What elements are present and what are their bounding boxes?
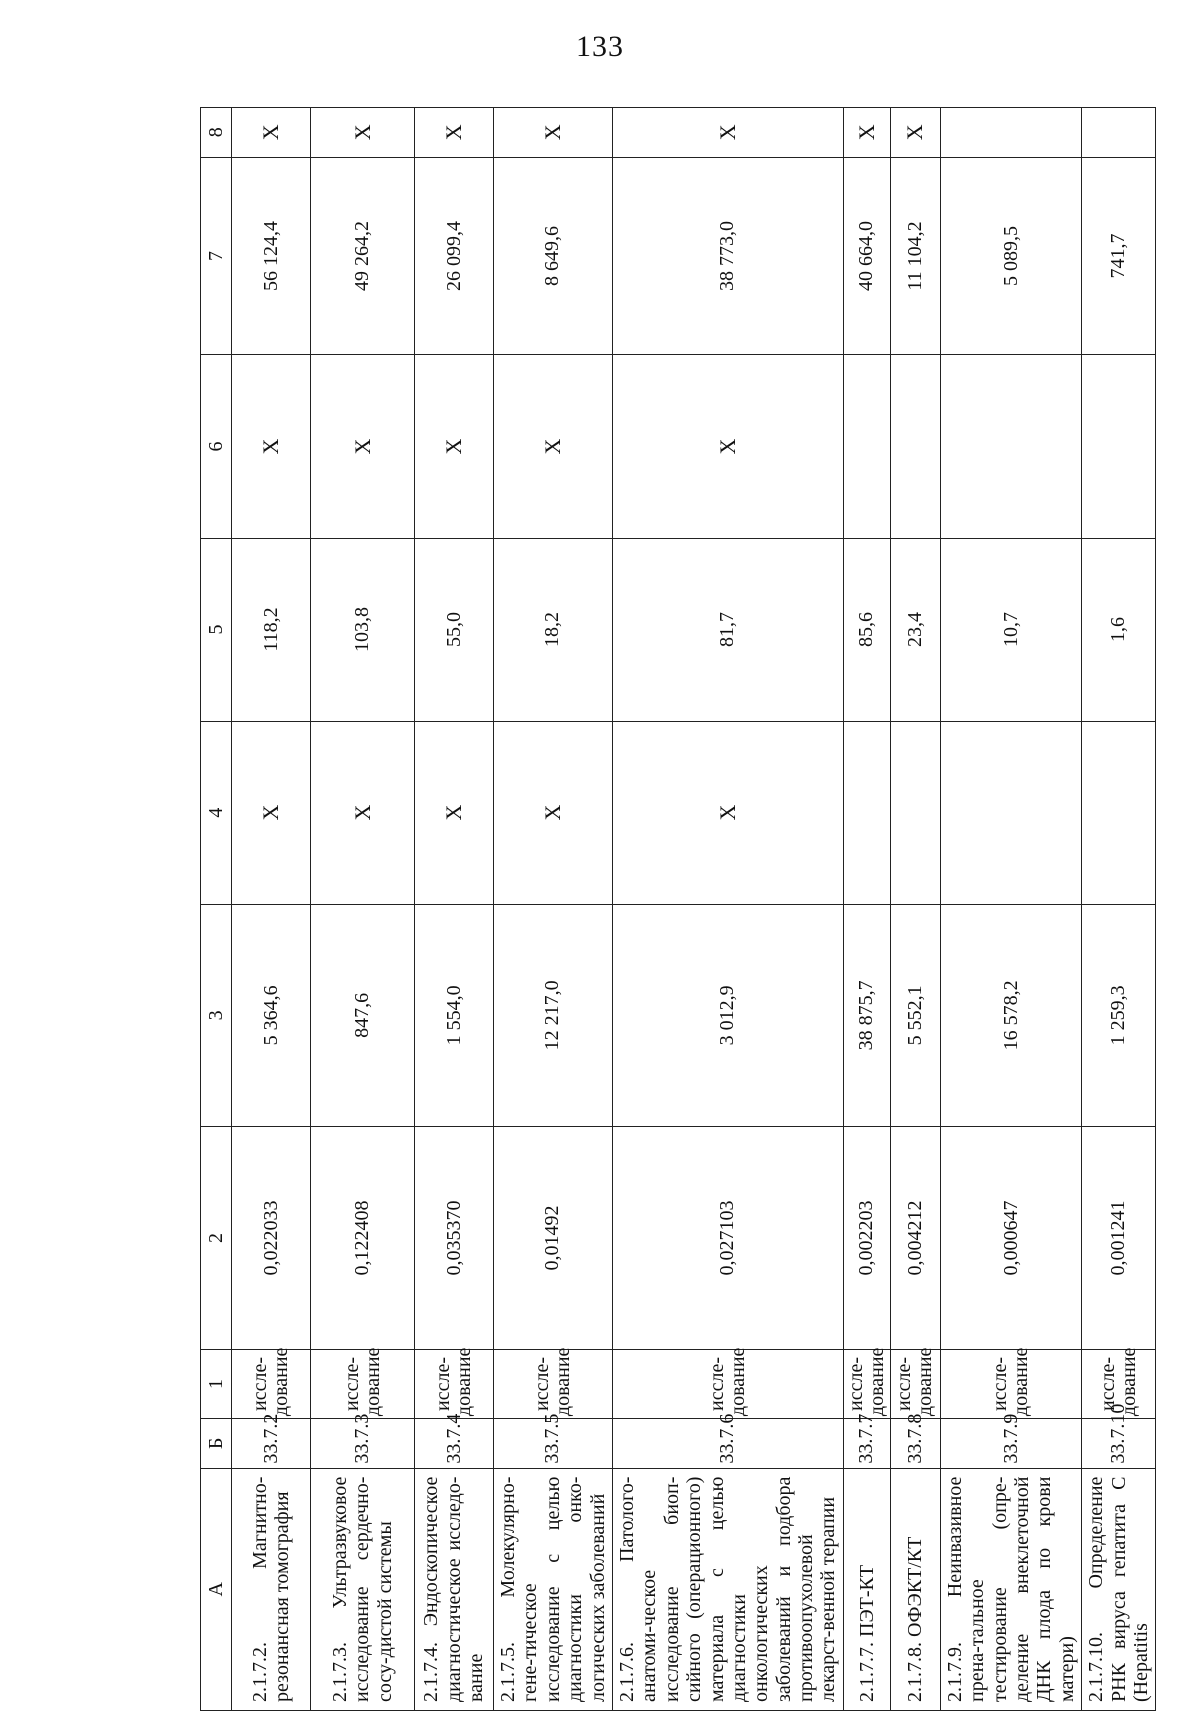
row-description: 2.1.7.2. Магнитно-резонансная томография [232, 1468, 311, 1710]
table-row [612, 108, 843, 1711]
row-value-4: X [232, 721, 311, 904]
column-header: 8 [201, 108, 232, 158]
row-value-6 [890, 355, 940, 538]
row-value-2: 0,004212 [890, 1127, 940, 1350]
row-value-2: 0,035370 [415, 1127, 494, 1350]
row-value-5: 10,7 [940, 538, 1081, 721]
row-unit: иссле-дование [612, 1349, 843, 1418]
row-value-7: 49 264,2 [311, 157, 415, 355]
row-value-3: 847,6 [311, 904, 415, 1127]
table-row [843, 108, 890, 1711]
row-code: 33.7.10 [1082, 1419, 1156, 1468]
row-value-7: 56 124,4 [232, 157, 311, 355]
row-value-6: X [494, 355, 613, 538]
row-unit: иссле-дование [1082, 1349, 1156, 1418]
row-description: 2.1.7.9. Неинвазивное прена-тальное тестирование (опре-деление внеклеточной ДНК плода по крови матери) [940, 1468, 1081, 1710]
row-value-7: 40 664,0 [843, 157, 890, 355]
row-value-7: 11 104,2 [890, 157, 940, 355]
row-code: 33.7.6 [612, 1419, 843, 1468]
row-value-2: 0,027103 [612, 1127, 843, 1350]
table-row [311, 108, 415, 1711]
column-header: 2 [201, 1127, 232, 1350]
row-value-5: 18,2 [494, 538, 613, 721]
row-value-4 [1082, 721, 1156, 904]
row-value-2: 0,01492 [494, 1127, 613, 1350]
row-code: 33.7.8 [890, 1419, 940, 1468]
row-value-6 [940, 355, 1081, 538]
row-value-6: X [415, 355, 494, 538]
row-value-2: 0,001241 [1082, 1127, 1156, 1350]
row-value-8: X [612, 108, 843, 158]
row-value-4 [843, 721, 890, 904]
table-row [940, 108, 1081, 1711]
row-value-5: 118,2 [232, 538, 311, 721]
table-header-row [201, 108, 232, 1711]
row-unit: иссле-дование [940, 1349, 1081, 1418]
row-description: 2.1.7.6. Патолого-анатоми-ческое исследование биоп-сийного (операционного) материала с целью диагностики онкологических заболеваний и подбора противоопухолевой лекарст-венной терапии [612, 1468, 843, 1710]
row-value-8: X [843, 108, 890, 158]
row-value-2: 0,122408 [311, 1127, 415, 1350]
row-value-8: X [311, 108, 415, 158]
row-code: 33.7.5 [494, 1419, 613, 1468]
row-unit: иссле-дование [890, 1349, 940, 1418]
row-value-7: 5 089,5 [940, 157, 1081, 355]
row-value-7: 38 773,0 [612, 157, 843, 355]
row-value-8: X [232, 108, 311, 158]
row-value-3: 1 259,3 [1082, 904, 1156, 1127]
row-value-5: 81,7 [612, 538, 843, 721]
row-value-3: 3 012,9 [612, 904, 843, 1127]
column-header: 3 [201, 904, 232, 1127]
row-value-3: 5 552,1 [890, 904, 940, 1127]
row-value-2: 0,022033 [232, 1127, 311, 1350]
row-value-5: 85,6 [843, 538, 890, 721]
row-value-2: 0,000647 [940, 1127, 1081, 1350]
row-value-4 [890, 721, 940, 904]
column-header: 7 [201, 157, 232, 355]
row-description: 2.1.7.8. ОФЭКТ/КТ [890, 1468, 940, 1710]
row-unit: иссле-дование [232, 1349, 311, 1418]
row-description: 2.1.7.7. ПЭТ-КТ [843, 1468, 890, 1710]
data-table [200, 107, 1156, 1711]
row-description: 2.1.7.5. Молекулярно-гене-тическое исследование с целью диагностики онко-логических заболеваний [494, 1468, 613, 1710]
row-value-4 [940, 721, 1081, 904]
row-description: 2.1.7.3. Ультразвуковое исследование сердечно-сосу-дистой системы [311, 1468, 415, 1710]
row-value-7: 741,7 [1082, 157, 1156, 355]
row-unit: иссле-дование [415, 1349, 494, 1418]
row-value-5: 55,0 [415, 538, 494, 721]
row-value-8: X [890, 108, 940, 158]
row-value-6 [1082, 355, 1156, 538]
row-value-4: X [415, 721, 494, 904]
row-unit: иссле-дование [494, 1349, 613, 1418]
row-description: 2.1.7.4. Эндоскопическое диагностическое исследо-вание [415, 1468, 494, 1710]
row-unit: иссле-дование [311, 1349, 415, 1418]
row-code: 33.7.2 [232, 1419, 311, 1468]
row-code: 33.7.9 [940, 1419, 1081, 1468]
row-unit: иссле-дование [843, 1349, 890, 1418]
row-code: 33.7.7 [843, 1419, 890, 1468]
row-value-3: 1 554,0 [415, 904, 494, 1127]
table-row [415, 108, 494, 1711]
column-header: А [201, 1468, 232, 1710]
row-value-3: 38 875,7 [843, 904, 890, 1127]
row-value-4: X [311, 721, 415, 904]
row-value-3: 5 364,6 [232, 904, 311, 1127]
column-header: 4 [201, 721, 232, 904]
row-value-8: X [494, 108, 613, 158]
row-value-6: X [232, 355, 311, 538]
table-row [1082, 108, 1156, 1711]
row-value-6 [843, 355, 890, 538]
page-number: 133 [576, 30, 624, 63]
row-value-5: 103,8 [311, 538, 415, 721]
row-value-5: 23,4 [890, 538, 940, 721]
table-row [232, 108, 311, 1711]
row-value-6: X [612, 355, 843, 538]
row-description: 2.1.7.10. Определение РНК вируса гепатита C (Hepatitis [1082, 1468, 1156, 1710]
row-value-8: X [415, 108, 494, 158]
data-table-rotated [200, 107, 1152, 1711]
column-header: Б [201, 1419, 232, 1468]
row-value-4: X [612, 721, 843, 904]
column-header: 1 [201, 1349, 232, 1418]
row-value-7: 8 649,6 [494, 157, 613, 355]
row-value-7: 26 099,4 [415, 157, 494, 355]
table-row [494, 108, 613, 1711]
row-value-6: X [311, 355, 415, 538]
row-value-5: 1,6 [1082, 538, 1156, 721]
table-row [890, 108, 940, 1711]
column-header: 5 [201, 538, 232, 721]
row-value-2: 0,002203 [843, 1127, 890, 1350]
row-value-8 [940, 108, 1081, 158]
row-value-8 [1082, 108, 1156, 158]
row-code: 33.7.4 [415, 1419, 494, 1468]
column-header: 6 [201, 355, 232, 538]
row-value-4: X [494, 721, 613, 904]
row-value-3: 16 578,2 [940, 904, 1081, 1127]
row-value-3: 12 217,0 [494, 904, 613, 1127]
row-code: 33.7.3 [311, 1419, 415, 1468]
